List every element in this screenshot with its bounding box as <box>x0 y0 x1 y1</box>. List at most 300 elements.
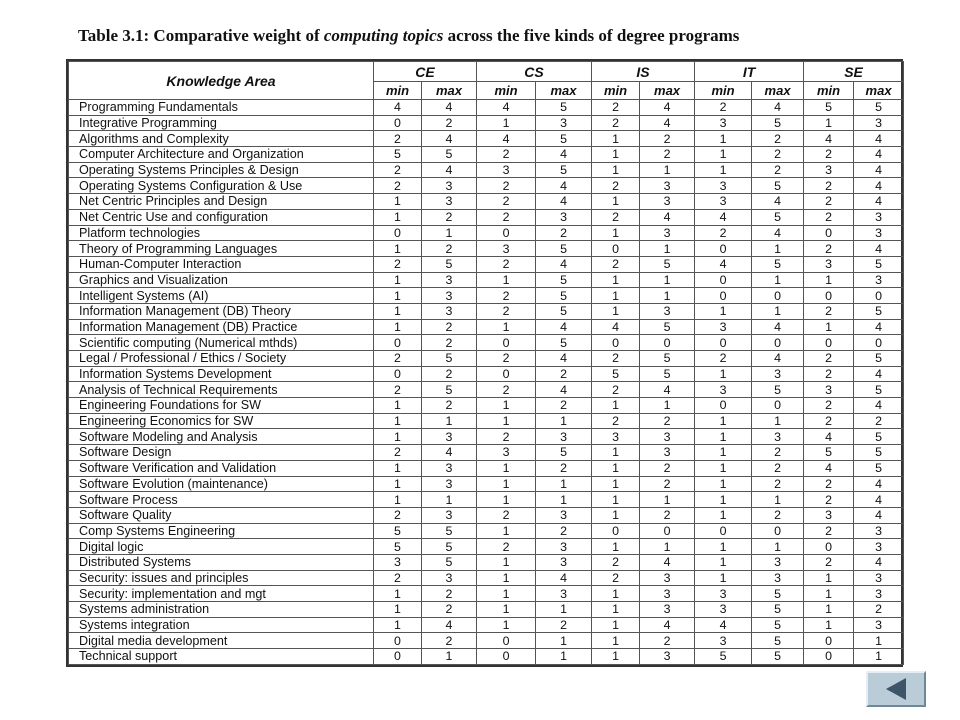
max-value-cell: 1 <box>422 649 477 665</box>
max-value-cell: 3 <box>422 460 477 476</box>
table-row <box>69 602 904 618</box>
knowledge-area-cell: Human-Computer Interaction <box>69 256 374 272</box>
min-value-cell: 2 <box>477 303 536 319</box>
max-value-cell: 2 <box>536 617 592 633</box>
max-value-cell: 3 <box>854 523 904 539</box>
min-header: min <box>592 82 640 100</box>
max-value-cell: 4 <box>640 382 695 398</box>
max-value-cell: 5 <box>752 617 804 633</box>
max-value-cell: 3 <box>536 539 592 555</box>
min-value-cell: 1 <box>477 586 536 602</box>
table-row <box>69 256 904 272</box>
max-header: max <box>536 82 592 100</box>
max-value-cell: 2 <box>640 476 695 492</box>
max-value-cell: 3 <box>422 178 477 194</box>
max-value-cell: 4 <box>640 617 695 633</box>
max-value-cell: 4 <box>752 351 804 367</box>
min-value-cell: 4 <box>695 617 752 633</box>
min-header: min <box>477 82 536 100</box>
min-value-cell: 2 <box>592 413 640 429</box>
max-value-cell: 0 <box>752 523 804 539</box>
max-value-cell: 4 <box>536 194 592 210</box>
min-value-cell: 2 <box>592 178 640 194</box>
table-row <box>69 272 904 288</box>
program-header-ce: CE <box>374 62 477 82</box>
max-value-cell: 3 <box>422 507 477 523</box>
table-row <box>69 492 904 508</box>
max-value-cell: 0 <box>752 335 804 351</box>
max-value-cell: 3 <box>854 570 904 586</box>
program-header-it: IT <box>695 62 804 82</box>
max-value-cell: 5 <box>640 366 695 382</box>
min-value-cell: 1 <box>695 507 752 523</box>
table-row <box>69 351 904 367</box>
max-value-cell: 5 <box>854 429 904 445</box>
min-value-cell: 1 <box>477 554 536 570</box>
knowledge-area-cell: Software Modeling and Analysis <box>69 429 374 445</box>
knowledge-area-cell: Security: implementation and mgt <box>69 586 374 602</box>
max-value-cell: 2 <box>536 460 592 476</box>
min-value-cell: 0 <box>695 288 752 304</box>
min-value-cell: 1 <box>695 303 752 319</box>
min-value-cell: 0 <box>695 241 752 257</box>
min-value-cell: 2 <box>804 398 854 414</box>
min-value-cell: 2 <box>477 147 536 163</box>
max-value-cell: 4 <box>854 319 904 335</box>
max-value-cell: 4 <box>854 178 904 194</box>
max-value-cell: 1 <box>854 649 904 665</box>
min-value-cell: 4 <box>477 131 536 147</box>
min-value-cell: 0 <box>374 649 422 665</box>
min-value-cell: 0 <box>804 335 854 351</box>
max-value-cell: 2 <box>640 147 695 163</box>
min-value-cell: 4 <box>695 209 752 225</box>
min-value-cell: 2 <box>477 507 536 523</box>
knowledge-area-cell: Software Process <box>69 492 374 508</box>
table-row <box>69 460 904 476</box>
min-value-cell: 1 <box>695 554 752 570</box>
min-value-cell: 1 <box>592 460 640 476</box>
min-value-cell: 0 <box>695 335 752 351</box>
max-value-cell: 4 <box>752 100 804 116</box>
min-header: min <box>374 82 422 100</box>
max-value-cell: 3 <box>854 539 904 555</box>
max-value-cell: 4 <box>752 225 804 241</box>
knowledge-area-cell: Digital media development <box>69 633 374 649</box>
max-header: max <box>854 82 904 100</box>
max-value-cell: 2 <box>536 366 592 382</box>
table-row <box>69 303 904 319</box>
min-value-cell: 3 <box>695 178 752 194</box>
min-value-cell: 2 <box>477 351 536 367</box>
max-value-cell: 3 <box>640 570 695 586</box>
max-value-cell: 1 <box>752 413 804 429</box>
max-value-cell: 3 <box>854 115 904 131</box>
program-header-is: IS <box>592 62 695 82</box>
max-value-cell: 5 <box>752 256 804 272</box>
min-value-cell: 4 <box>695 256 752 272</box>
knowledge-area-cell: Scientific computing (Numerical mthds) <box>69 335 374 351</box>
max-value-cell: 3 <box>752 554 804 570</box>
max-value-cell: 3 <box>536 429 592 445</box>
max-value-cell: 4 <box>422 131 477 147</box>
max-value-cell: 5 <box>854 382 904 398</box>
max-value-cell: 5 <box>422 147 477 163</box>
max-value-cell: 1 <box>536 492 592 508</box>
max-value-cell: 1 <box>536 476 592 492</box>
max-value-cell: 2 <box>422 398 477 414</box>
max-value-cell: 2 <box>854 413 904 429</box>
max-value-cell: 1 <box>536 633 592 649</box>
knowledge-area-cell: Programming Fundamentals <box>69 100 374 116</box>
min-value-cell: 2 <box>804 413 854 429</box>
knowledge-area-cell: Information Management (DB) Practice <box>69 319 374 335</box>
table-row <box>69 366 904 382</box>
knowledge-area-cell: Comp Systems Engineering <box>69 523 374 539</box>
max-value-cell: 2 <box>422 366 477 382</box>
max-value-cell: 2 <box>422 335 477 351</box>
max-value-cell: 2 <box>422 586 477 602</box>
max-value-cell: 3 <box>536 209 592 225</box>
min-value-cell: 3 <box>804 507 854 523</box>
min-value-cell: 2 <box>374 382 422 398</box>
max-value-cell: 4 <box>536 382 592 398</box>
min-value-cell: 1 <box>592 602 640 618</box>
table-row <box>69 413 904 429</box>
max-header: max <box>752 82 804 100</box>
min-value-cell: 2 <box>695 351 752 367</box>
min-value-cell: 1 <box>592 492 640 508</box>
min-value-cell: 3 <box>374 554 422 570</box>
min-value-cell: 1 <box>695 460 752 476</box>
max-value-cell: 5 <box>422 539 477 555</box>
min-value-cell: 2 <box>804 366 854 382</box>
table-row <box>69 649 904 665</box>
knowledge-area-cell: Theory of Programming Languages <box>69 241 374 257</box>
max-value-cell: 2 <box>752 147 804 163</box>
max-value-cell: 5 <box>422 256 477 272</box>
min-value-cell: 2 <box>592 351 640 367</box>
knowledge-area-cell: Information Management (DB) Theory <box>69 303 374 319</box>
max-value-cell: 4 <box>422 617 477 633</box>
min-value-cell: 1 <box>374 492 422 508</box>
knowledge-area-cell: Software Quality <box>69 507 374 523</box>
max-value-cell: 4 <box>854 366 904 382</box>
min-value-cell: 1 <box>374 586 422 602</box>
min-value-cell: 0 <box>374 115 422 131</box>
min-value-cell: 0 <box>695 272 752 288</box>
min-value-cell: 2 <box>804 492 854 508</box>
min-value-cell: 3 <box>695 194 752 210</box>
min-value-cell: 1 <box>592 225 640 241</box>
min-value-cell: 1 <box>374 460 422 476</box>
min-value-cell: 1 <box>592 633 640 649</box>
table-row <box>69 586 904 602</box>
max-value-cell: 4 <box>640 554 695 570</box>
knowledge-area-cell: Security: issues and principles <box>69 570 374 586</box>
max-value-cell: 4 <box>640 115 695 131</box>
min-value-cell: 1 <box>477 492 536 508</box>
max-value-cell: 1 <box>752 241 804 257</box>
max-value-cell: 5 <box>854 351 904 367</box>
min-value-cell: 0 <box>477 335 536 351</box>
max-value-cell: 2 <box>536 523 592 539</box>
max-value-cell: 5 <box>752 115 804 131</box>
comparison-table <box>68 61 904 665</box>
max-value-cell: 5 <box>854 303 904 319</box>
max-value-cell: 1 <box>640 162 695 178</box>
max-value-cell: 1 <box>422 225 477 241</box>
max-value-cell: 3 <box>536 115 592 131</box>
max-value-cell: 0 <box>752 288 804 304</box>
max-value-cell: 1 <box>640 288 695 304</box>
max-value-cell: 2 <box>854 602 904 618</box>
max-value-cell: 1 <box>752 272 804 288</box>
min-value-cell: 1 <box>477 319 536 335</box>
max-value-cell: 3 <box>854 225 904 241</box>
back-button[interactable] <box>866 671 926 707</box>
max-value-cell: 2 <box>752 460 804 476</box>
max-value-cell: 4 <box>640 209 695 225</box>
max-value-cell: 3 <box>854 272 904 288</box>
min-value-cell: 2 <box>592 570 640 586</box>
max-value-cell: 3 <box>640 225 695 241</box>
min-value-cell: 1 <box>477 460 536 476</box>
knowledge-area-cell: Distributed Systems <box>69 554 374 570</box>
left-triangle-icon <box>868 673 924 705</box>
table-row <box>69 241 904 257</box>
knowledge-area-cell: Operating Systems Configuration & Use <box>69 178 374 194</box>
max-value-cell: 2 <box>752 445 804 461</box>
min-value-cell: 0 <box>592 523 640 539</box>
min-value-cell: 1 <box>592 131 640 147</box>
min-value-cell: 2 <box>804 194 854 210</box>
min-value-cell: 1 <box>804 272 854 288</box>
max-value-cell: 4 <box>536 570 592 586</box>
max-value-cell: 5 <box>536 131 592 147</box>
max-value-cell: 0 <box>854 288 904 304</box>
min-value-cell: 3 <box>804 382 854 398</box>
max-value-cell: 2 <box>422 209 477 225</box>
min-value-cell: 0 <box>592 335 640 351</box>
min-value-cell: 3 <box>695 586 752 602</box>
min-value-cell: 1 <box>374 272 422 288</box>
max-value-cell: 3 <box>640 194 695 210</box>
table-row <box>69 633 904 649</box>
min-value-cell: 1 <box>374 288 422 304</box>
max-value-cell: 3 <box>640 429 695 445</box>
max-value-cell: 2 <box>640 460 695 476</box>
max-value-cell: 1 <box>422 413 477 429</box>
min-value-cell: 4 <box>804 429 854 445</box>
table-caption <box>78 26 739 46</box>
max-value-cell: 1 <box>640 398 695 414</box>
min-value-cell: 1 <box>695 476 752 492</box>
max-value-cell: 3 <box>536 586 592 602</box>
min-value-cell: 1 <box>804 319 854 335</box>
max-value-cell: 2 <box>640 413 695 429</box>
min-value-cell: 0 <box>592 241 640 257</box>
max-value-cell: 5 <box>422 554 477 570</box>
max-value-cell: 3 <box>422 570 477 586</box>
max-value-cell: 1 <box>752 539 804 555</box>
min-value-cell: 2 <box>695 225 752 241</box>
min-value-cell: 1 <box>477 523 536 539</box>
min-value-cell: 2 <box>592 256 640 272</box>
knowledge-area-cell: Net Centric Principles and Design <box>69 194 374 210</box>
knowledge-area-cell: Software Verification and Validation <box>69 460 374 476</box>
max-value-cell: 2 <box>752 476 804 492</box>
max-value-cell: 2 <box>752 507 804 523</box>
max-value-cell: 3 <box>536 507 592 523</box>
min-value-cell: 2 <box>374 162 422 178</box>
table-row <box>69 115 904 131</box>
table-row <box>69 617 904 633</box>
knowledge-area-header: Knowledge Area <box>69 62 374 100</box>
min-value-cell: 0 <box>804 633 854 649</box>
max-value-cell: 5 <box>752 633 804 649</box>
min-value-cell: 2 <box>804 241 854 257</box>
max-value-cell: 5 <box>640 351 695 367</box>
max-value-cell: 5 <box>752 602 804 618</box>
min-value-cell: 1 <box>374 241 422 257</box>
max-value-cell: 2 <box>422 319 477 335</box>
knowledge-area-cell: Intelligent Systems (AI) <box>69 288 374 304</box>
table-row <box>69 209 904 225</box>
max-value-cell: 2 <box>752 162 804 178</box>
min-value-cell: 1 <box>477 617 536 633</box>
min-value-cell: 4 <box>804 460 854 476</box>
min-value-cell: 2 <box>592 382 640 398</box>
knowledge-area-cell: Software Evolution (maintenance) <box>69 476 374 492</box>
min-value-cell: 1 <box>804 570 854 586</box>
min-value-cell: 0 <box>477 633 536 649</box>
max-value-cell: 4 <box>422 100 477 116</box>
min-value-cell: 3 <box>477 445 536 461</box>
max-value-cell: 4 <box>536 147 592 163</box>
max-value-cell: 4 <box>640 100 695 116</box>
max-header: max <box>422 82 477 100</box>
max-value-cell: 5 <box>854 445 904 461</box>
table-row <box>69 445 904 461</box>
max-value-cell: 5 <box>854 256 904 272</box>
min-value-cell: 1 <box>477 570 536 586</box>
max-value-cell: 3 <box>854 586 904 602</box>
min-value-cell: 2 <box>477 382 536 398</box>
min-value-cell: 2 <box>477 194 536 210</box>
max-value-cell: 5 <box>422 382 477 398</box>
max-value-cell: 2 <box>640 507 695 523</box>
min-value-cell: 1 <box>592 272 640 288</box>
max-value-cell: 0 <box>752 398 804 414</box>
max-value-cell: 5 <box>536 162 592 178</box>
min-value-cell: 4 <box>804 131 854 147</box>
max-value-cell: 4 <box>854 162 904 178</box>
max-value-cell: 2 <box>640 131 695 147</box>
min-value-cell: 2 <box>592 115 640 131</box>
max-value-cell: 1 <box>640 241 695 257</box>
min-value-cell: 5 <box>374 539 422 555</box>
min-value-cell: 1 <box>695 366 752 382</box>
min-value-cell: 2 <box>804 476 854 492</box>
min-value-cell: 0 <box>804 649 854 665</box>
min-value-cell: 2 <box>477 429 536 445</box>
min-value-cell: 3 <box>804 162 854 178</box>
max-value-cell: 5 <box>752 649 804 665</box>
max-value-cell: 0 <box>854 335 904 351</box>
caption-suffix: across the five kinds of degree programs <box>443 26 740 45</box>
knowledge-area-cell: Integrative Programming <box>69 115 374 131</box>
max-value-cell: 5 <box>854 460 904 476</box>
min-value-cell: 0 <box>804 225 854 241</box>
knowledge-area-cell: Graphics and Visualization <box>69 272 374 288</box>
caption-emphasis: computing topics <box>323 26 444 45</box>
max-value-cell: 1 <box>640 492 695 508</box>
min-value-cell: 1 <box>804 602 854 618</box>
min-value-cell: 0 <box>374 335 422 351</box>
max-value-cell: 4 <box>854 507 904 523</box>
min-value-cell: 2 <box>477 539 536 555</box>
knowledge-area-cell: Digital logic <box>69 539 374 555</box>
min-value-cell: 1 <box>592 162 640 178</box>
min-value-cell: 2 <box>695 100 752 116</box>
min-value-cell: 1 <box>374 209 422 225</box>
knowledge-area-cell: Information Systems Development <box>69 366 374 382</box>
min-value-cell: 2 <box>804 351 854 367</box>
table-row <box>69 225 904 241</box>
min-value-cell: 2 <box>477 178 536 194</box>
max-value-cell: 3 <box>640 586 695 602</box>
max-value-cell: 5 <box>536 303 592 319</box>
max-value-cell: 3 <box>422 303 477 319</box>
min-value-cell: 1 <box>695 492 752 508</box>
program-header-row <box>69 62 904 82</box>
min-value-cell: 5 <box>804 100 854 116</box>
min-value-cell: 1 <box>477 272 536 288</box>
min-value-cell: 1 <box>374 602 422 618</box>
min-value-cell: 2 <box>804 209 854 225</box>
min-value-cell: 3 <box>477 162 536 178</box>
table-row <box>69 147 904 163</box>
max-value-cell: 5 <box>752 178 804 194</box>
max-value-cell: 5 <box>536 272 592 288</box>
min-value-cell: 5 <box>804 445 854 461</box>
knowledge-area-cell: Operating Systems Principles & Design <box>69 162 374 178</box>
max-value-cell: 3 <box>640 445 695 461</box>
max-value-cell: 1 <box>752 492 804 508</box>
knowledge-area-cell: Technical support <box>69 649 374 665</box>
table-row <box>69 523 904 539</box>
max-value-cell: 3 <box>854 617 904 633</box>
min-value-cell: 1 <box>374 303 422 319</box>
max-value-cell: 2 <box>752 131 804 147</box>
max-value-cell: 4 <box>536 178 592 194</box>
max-value-cell: 1 <box>536 413 592 429</box>
min-value-cell: 1 <box>374 398 422 414</box>
table-row <box>69 429 904 445</box>
min-value-cell: 1 <box>477 115 536 131</box>
min-value-cell: 3 <box>695 602 752 618</box>
max-value-cell: 1 <box>536 602 592 618</box>
min-value-cell: 1 <box>592 398 640 414</box>
max-value-cell: 2 <box>422 241 477 257</box>
knowledge-area-cell: Engineering Economics for SW <box>69 413 374 429</box>
min-value-cell: 2 <box>804 178 854 194</box>
min-header: min <box>695 82 752 100</box>
min-value-cell: 3 <box>592 429 640 445</box>
max-value-cell: 4 <box>854 492 904 508</box>
max-value-cell: 3 <box>752 570 804 586</box>
